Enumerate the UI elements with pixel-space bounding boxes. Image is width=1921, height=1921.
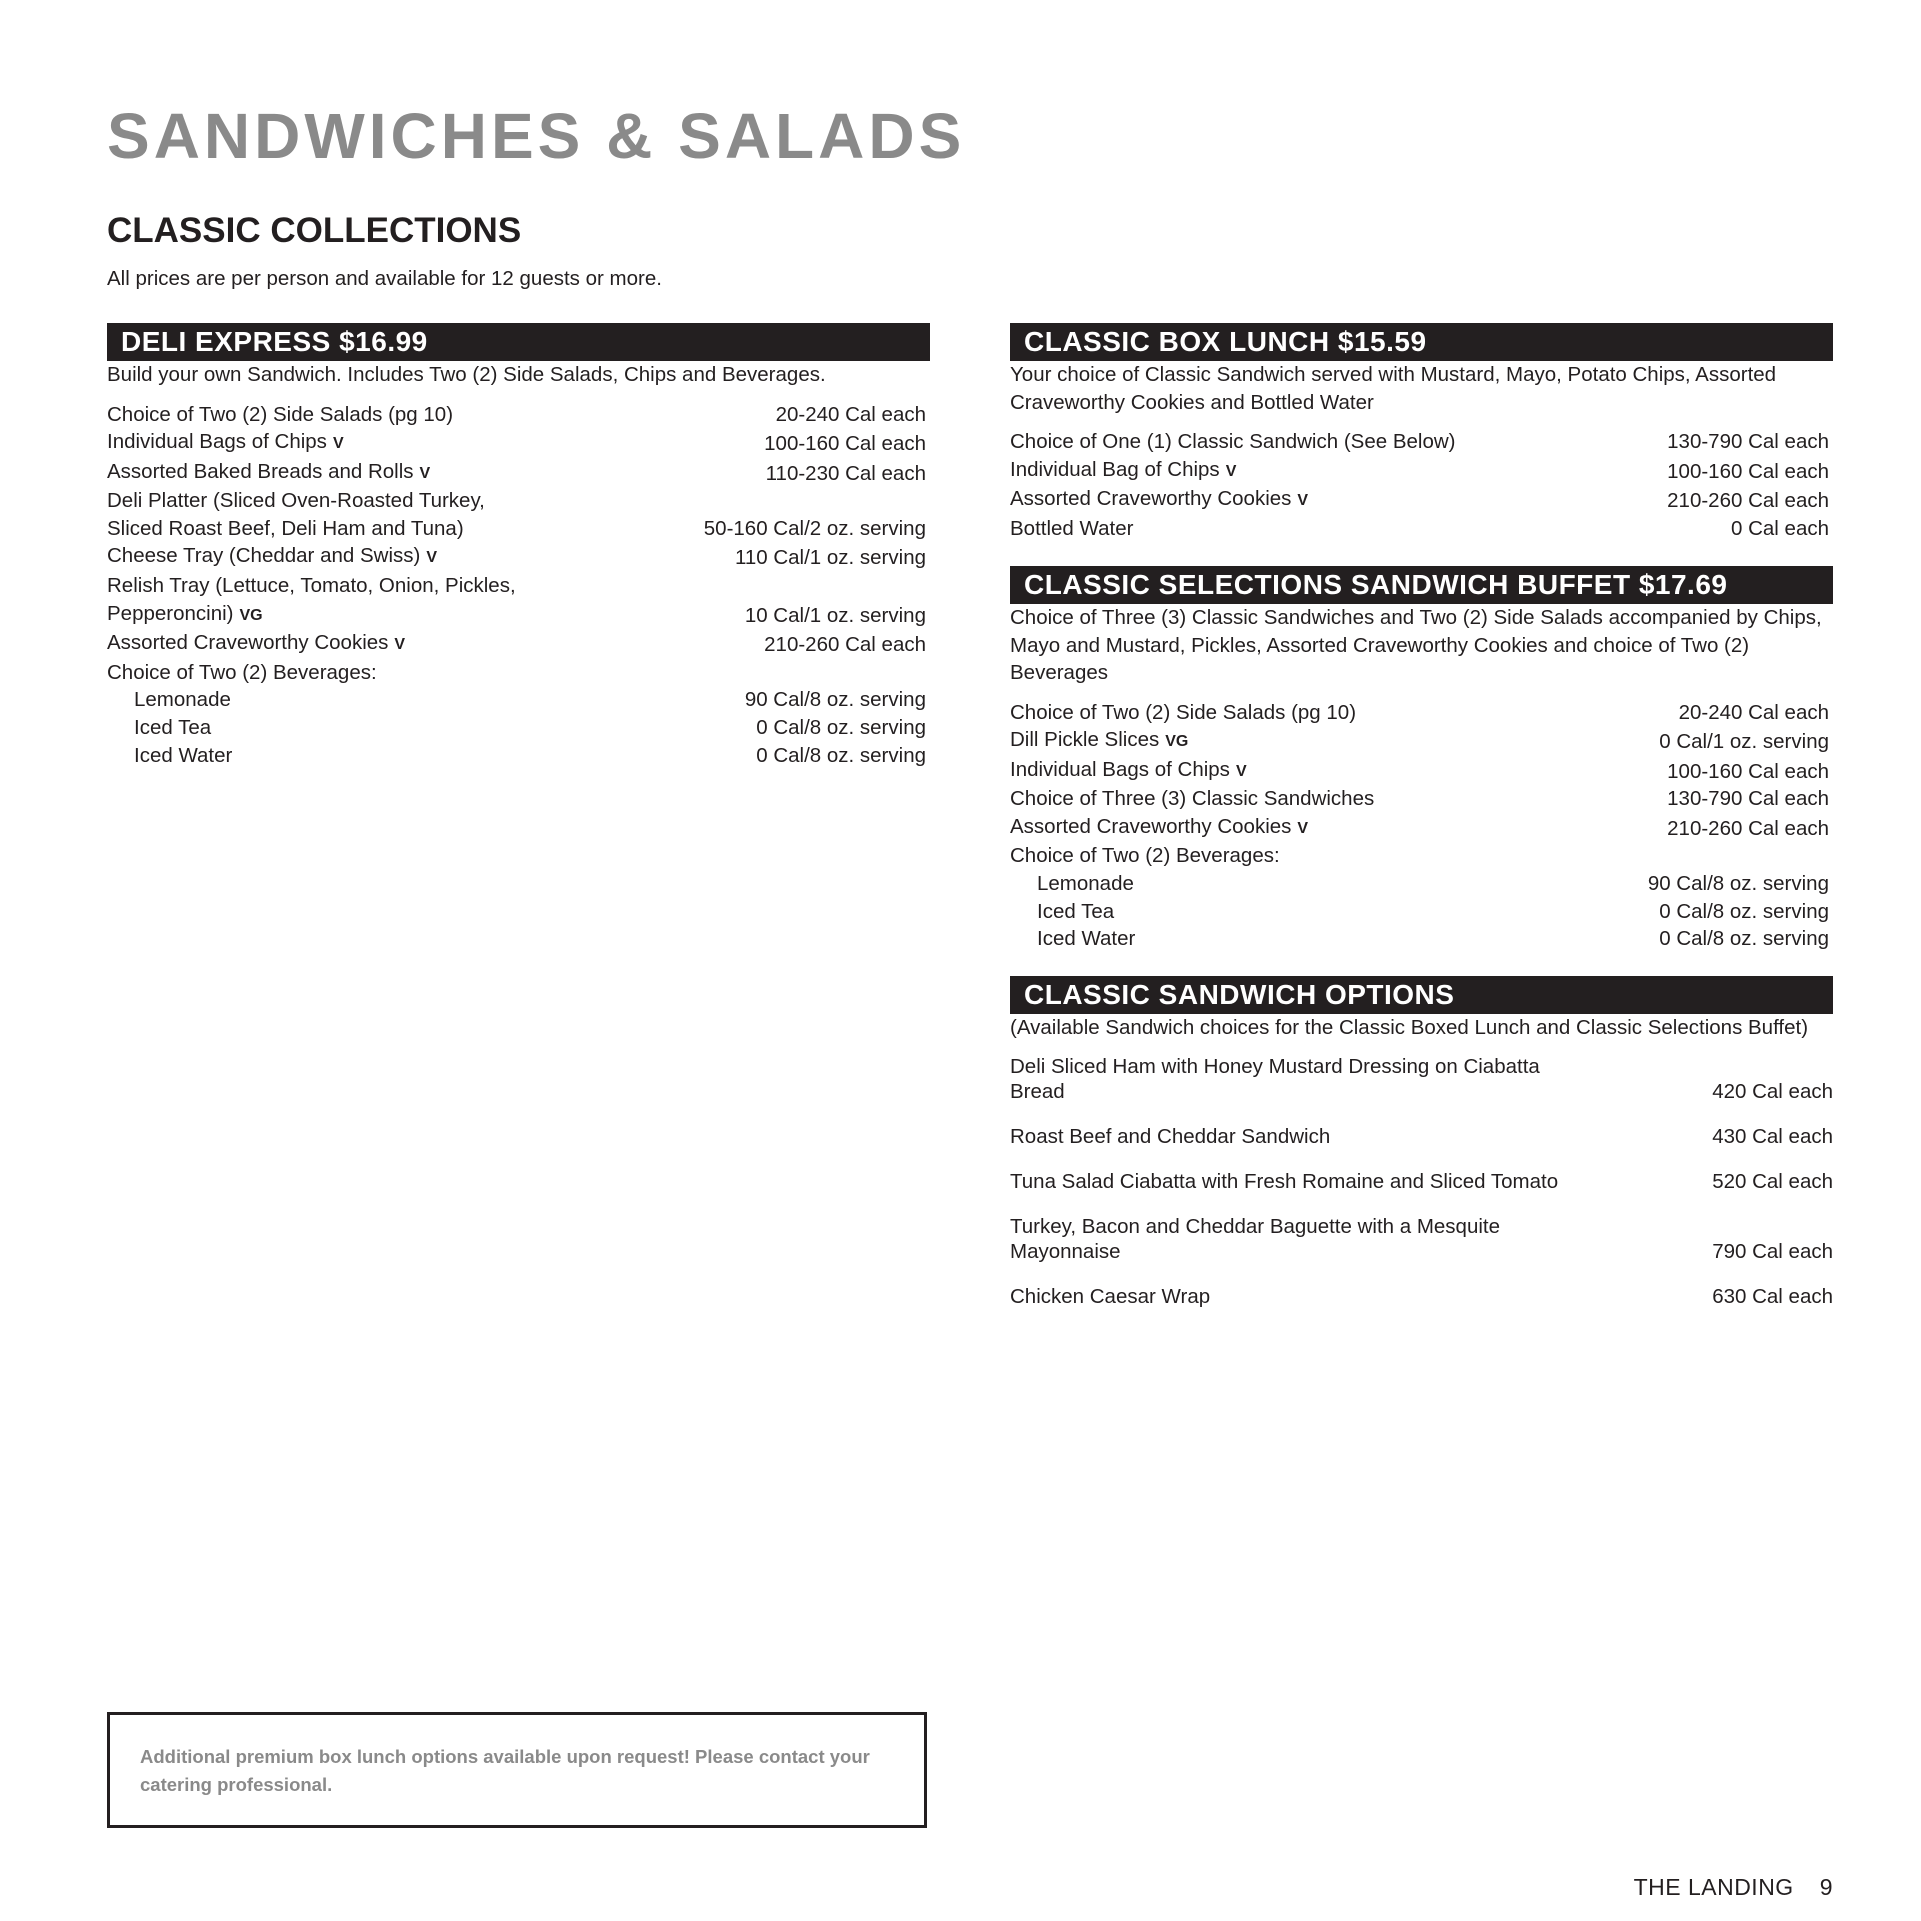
item-name [107,714,756,742]
item-name [107,428,764,458]
sandwich-options-section [1010,976,1833,1329]
item-calories: 90 Cal/8 oz. serving [1647,872,1829,896]
item-calories: 100-160 Cal each [764,432,926,456]
list-item [1010,1169,1833,1194]
page-footer [1634,1874,1833,1901]
item-calories: 790 Cal each [1712,1239,1833,1263]
section-subtitle: CLASSIC COLLECTIONS [107,211,522,250]
list-item [1010,515,1829,543]
item-name [1010,428,1667,456]
item-calories: 90 Cal/8 oz. serving [744,688,926,712]
item-calories: 130-790 Cal each [1667,430,1829,453]
item-calories: 100-160 Cal each [1667,759,1829,783]
buffet-section [1010,566,1833,953]
box-lunch-items [1010,428,1833,542]
list-item [107,542,926,572]
item-name-text: Iced Tea [134,716,212,740]
dietary-badge: VG [1165,733,1189,751]
deli-express-heading: DELI EXPRESS $16.99 [107,323,930,361]
item-name [1010,726,1659,756]
item-name [107,572,926,600]
list-item [1010,1054,1833,1104]
item-name [1010,925,1659,953]
item-name-text: Choice of Two (2) Beverages: [1010,844,1280,868]
item-name [1010,870,1648,898]
item-name [1010,515,1731,543]
item-calories: 10 Cal/1 oz. serving [744,603,926,627]
box-lunch-section [1010,323,1833,542]
item-name-text: Individual Bags of Chips [107,430,327,454]
list-item [107,515,926,543]
list-item [1010,485,1829,515]
list-item [1010,1214,1833,1264]
item-name-text: Assorted Craveworthy Cookies [1010,487,1292,511]
item-name [107,458,766,488]
list-item [1010,842,1829,870]
item-name-text: Choice of Two (2) Side Salads (pg 10) [1010,700,1357,724]
item-name-text: Choice of Two (2) Beverages: [107,660,377,684]
item-name-text: Choice of Three (3) Classic Sandwiches [1010,787,1375,811]
item-calories: 520 Cal each [1712,1169,1833,1193]
item-name-text: Individual Bag of Chips [1010,457,1220,481]
dietary-badge: V [419,464,431,482]
item-name-text: Pepperoncini) [107,601,234,625]
item-calories: 0 Cal/8 oz. serving [1659,927,1829,951]
item-name [107,686,745,714]
footer-label: THE LANDING [1633,1874,1794,1900]
item-name [1010,485,1667,515]
list-item [107,401,926,429]
item-calories: 210-260 Cal each [1667,816,1829,840]
item-calories: 0 Cal/8 oz. serving [756,743,926,767]
list-item [1010,428,1829,456]
item-name-text: Sliced Roast Beef, Deli Ham and Tuna) [107,516,464,540]
list-item [1010,898,1829,926]
buffet-items [1010,699,1833,953]
item-name-text: Iced Water [134,743,233,767]
item-name-text: Choice of One (1) Classic Sandwich (See Below) [1010,430,1456,453]
item-name-text: Bottled Water [1010,516,1134,540]
sandwich-options-description: (Available Sandwich choices for the Classic Boxed Lunch and Classic Selections Buffet) [1010,1016,1809,1039]
item-calories: 430 Cal each [1712,1124,1833,1148]
item-name [1010,898,1659,926]
item-name-text: Iced Tea [1037,899,1115,923]
item-calories: 420 Cal each [1712,1079,1833,1103]
buffet-description: Choice of Three (3) Classic Sandwiches and Two (2) Side Salads accompanied by Chips, Mayo and Mustard, Pickles, Assorted Craveworthy Cookies and choice of Two (2) Beverages [1010,606,1822,684]
list-item [1010,870,1829,898]
item-name-text: Lemonade [134,688,231,712]
list-item [107,714,926,742]
item-calories: 110 Cal/1 oz. serving [734,546,926,570]
item-name [107,600,745,630]
item-name [1010,785,1667,813]
item-name [107,742,756,770]
deli-express-description: Build your own Sandwich. Includes Two (2) Side Salads, Chips and Beverages. [107,363,826,386]
item-name-text: Assorted Baked Breads and Rolls [107,459,414,483]
list-item [1010,925,1829,953]
item-calories: 0 Cal each [1730,516,1829,540]
item-name [1010,756,1667,786]
page-title: SANDWICHES & SALADS [107,100,966,172]
box-lunch-heading: CLASSIC BOX LUNCH $15.59 [1010,323,1833,361]
list-item [1010,813,1829,843]
dietary-badge: V [426,549,438,567]
list-item [107,428,926,458]
item-calories: 0 Cal/8 oz. serving [1659,899,1829,923]
sandwich-options-heading: CLASSIC SANDWICH OPTIONS [1010,976,1833,1014]
intro-text: All prices are per person and available for 12 guests or more. [107,267,662,290]
item-name-text: Cheese Tray (Cheddar and Swiss) [107,544,421,568]
item-calories: 20-240 Cal each [775,402,926,426]
item-calories: 210-260 Cal each [1667,489,1829,513]
item-name-text: Individual Bags of Chips [1010,757,1230,781]
list-item [1010,756,1829,786]
premium-note-text: Additional premium box lunch options available upon request! Please contact your catering professional. [140,1746,870,1795]
item-name-text: Assorted Craveworthy Cookies [1010,814,1292,838]
item-name-text: Assorted Craveworthy Cookies [107,631,389,655]
item-calories: 630 Cal each [1712,1284,1833,1308]
list-item [107,572,926,600]
item-name: Chicken Caesar Wrap [1010,1284,1211,1308]
dietary-badge: V [332,435,344,453]
list-item [107,600,926,630]
item-name-text: Choice of Two (2) Side Salads (pg 10) [107,402,454,426]
item-calories: 110-230 Cal each [765,461,926,485]
list-item [1010,1124,1833,1149]
sandwich-options-items [1010,1054,1833,1309]
item-name: Tuna Salad Ciabatta with Fresh Romaine and Sliced Tomato [1010,1169,1559,1193]
item-calories: 0 Cal/8 oz. serving [756,716,926,740]
item-name [1010,456,1667,486]
item-calories: 0 Cal/1 oz. serving [1659,730,1829,754]
item-name [1010,842,1829,870]
item-name: Turkey, Bacon and Cheddar Baguette with a Mesquite Mayonnaise [1010,1214,1501,1263]
item-name: Roast Beef and Cheddar Sandwich [1010,1124,1331,1148]
dietary-badge: V [1297,819,1309,837]
list-item [107,458,926,488]
list-item [107,686,926,714]
item-name [1010,813,1667,843]
list-item [107,487,926,515]
item-calories: 210-260 Cal each [764,633,926,657]
item-calories: 130-790 Cal each [1667,787,1829,811]
item-name-text: Deli Platter (Sliced Oven-Roasted Turkey, [107,489,485,513]
list-item [107,659,926,687]
buffet-heading: CLASSIC SELECTIONS SANDWICH BUFFET $17.69 [1010,566,1833,604]
item-name-text: Dill Pickle Slices [1010,728,1160,752]
deli-express-section [107,323,930,769]
list-item [1010,1284,1833,1309]
dietary-badge: V [1297,492,1309,510]
dietary-badge: V [1225,462,1237,480]
list-item [1010,726,1829,756]
item-name [107,515,704,543]
list-item [107,742,926,770]
item-name: Deli Sliced Ham with Honey Mustard Dressing on Ciabatta Bread [1010,1054,1540,1103]
item-name [107,542,735,572]
item-calories: 50-160 Cal/2 oz. serving [703,516,926,540]
box-lunch-description: Your choice of Classic Sandwich served with Mustard, Mayo, Potato Chips, Assorted Craveworthy Cookies and Bottled Water [1010,363,1777,414]
item-name [107,487,926,515]
list-item [1010,785,1829,813]
item-name [107,659,926,687]
item-name [107,629,764,659]
page-number: 9 [1819,1874,1833,1900]
item-calories: 20-240 Cal each [1678,700,1829,724]
list-item [107,629,926,659]
premium-note-box [107,1712,927,1828]
dietary-badge: V [394,636,406,654]
item-calories: 100-160 Cal each [1667,459,1829,483]
item-name-text: Lemonade [1037,872,1134,896]
dietary-badge: V [1235,762,1247,780]
item-name-text: Relish Tray (Lettuce, Tomato, Onion, Pickles, [107,574,516,598]
dietary-badge: VG [239,606,263,624]
item-name [1010,699,1679,727]
item-name-text: Iced Water [1037,927,1136,951]
list-item [1010,456,1829,486]
item-name [107,401,776,429]
deli-express-items [107,401,930,770]
list-item [1010,699,1829,727]
